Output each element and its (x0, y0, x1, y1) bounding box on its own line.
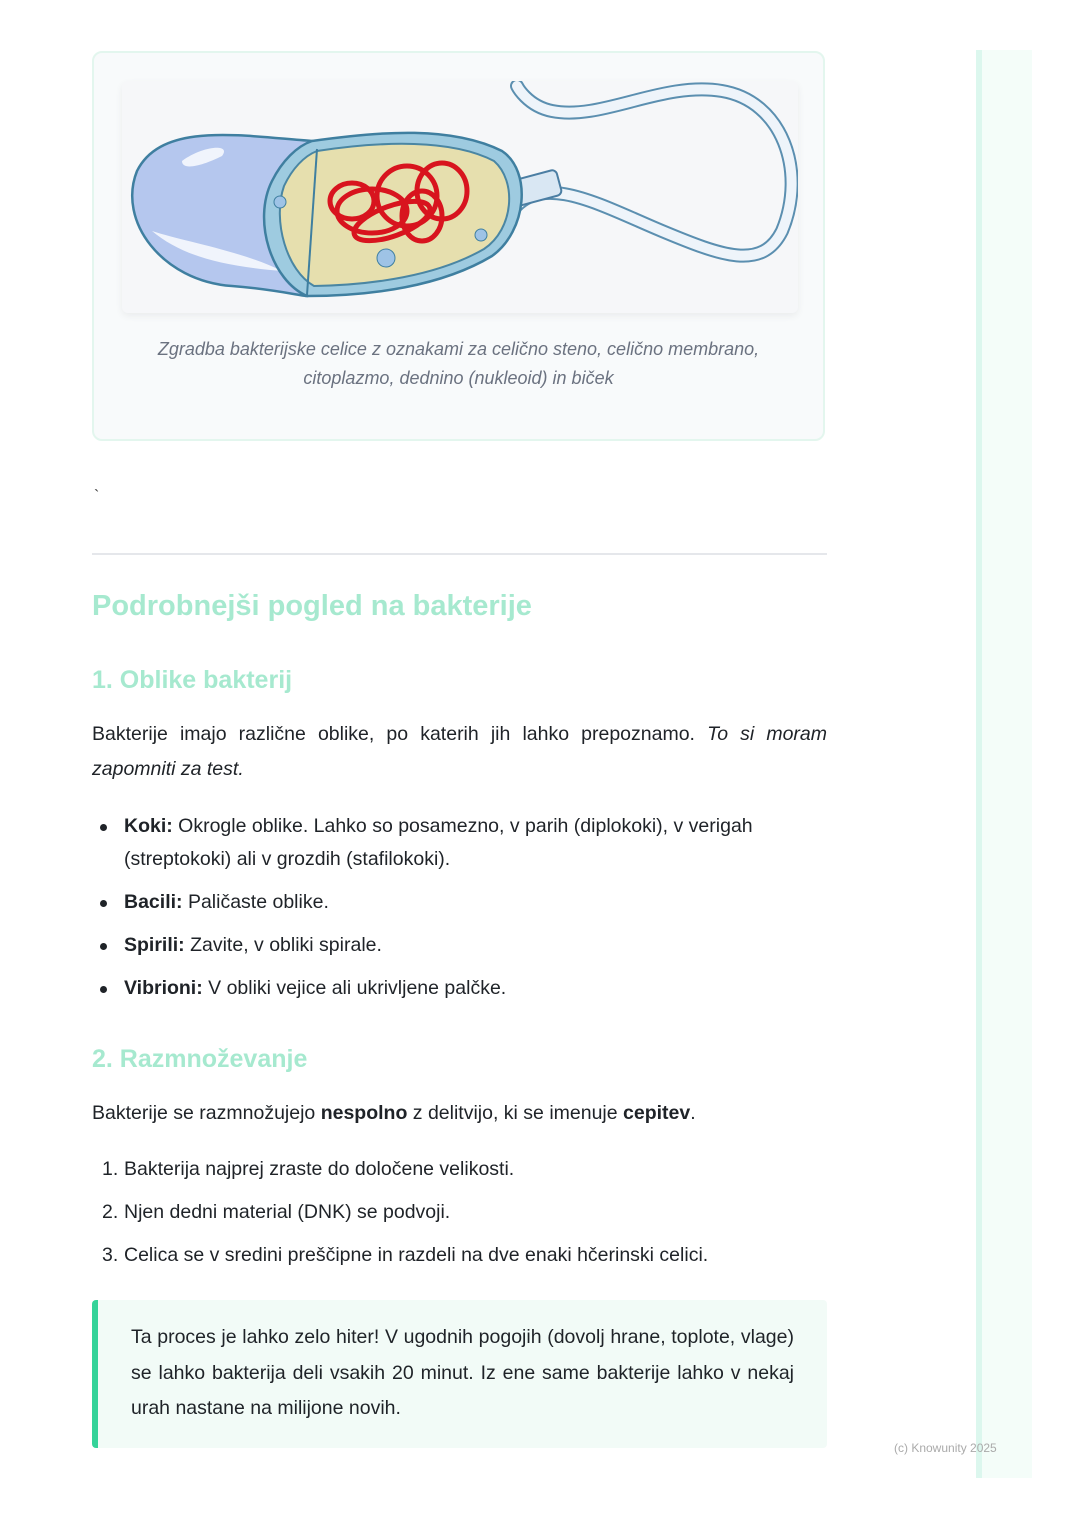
callout-note (92, 1300, 827, 1448)
list-item: Spirili: Zavite, v obliki spirale. (92, 929, 827, 962)
footer-copyright: (c) Knowunity 2025 (894, 1441, 997, 1455)
list-item: 2. Njen dedni material (DNK) se podvoji. (102, 1201, 451, 1223)
list-item: Vibrioni: V obliki vejice ali ukrivljene palčke. (92, 972, 827, 1005)
side-margin-bar (976, 50, 1032, 1478)
callout-text: Ta proces je lahko zelo hiter! V ugodnih pogojih (dovolj hrane, toplote, vlage) se lahko bakterija deli vsakih 20 minut. Iz ene same bakterije lahko v nekaj urah nastane na milijone novih. (131, 1326, 794, 1419)
figure-caption: Zgradba bakterijske celice z oznakami za celično steno, celično membrano, citoplazmo, dednino (nukleoid) in biček (157, 339, 760, 388)
reproduction-intro: Bakterije se razmnožujejo nespolno z delitvijo, ki se imenuje cepitev. (92, 1102, 696, 1124)
divider (92, 553, 827, 555)
list-item: Bacili: Paličaste oblike. (92, 886, 827, 919)
heading-reproduction: 2. Razmnoževanje (92, 1045, 308, 1073)
list-item: Koki: Okrogle oblike. Lahko so posamezno, v parih (diplokoki), v verigah (streptokoki) ali v grozdih (stafilokoki). (92, 810, 827, 876)
heading-shapes: 1. Oblike bakterij (92, 666, 293, 694)
shapes-intro: Bakterije imajo različne oblike, po katerih jih lahko prepoznamo. To si moram zapomniti za test. (92, 723, 827, 780)
list-item: 3. Celica se v sredini preščipne in razdeli na dve enaki hčerinski celici. (102, 1244, 709, 1266)
shapes-list (92, 810, 827, 1015)
stray-character: ` (94, 488, 100, 505)
list-item: 1. Bakterija najprej zraste do določene velikosti. (102, 1158, 515, 1180)
section-title: Podrobnejši pogled na bakterije (92, 590, 532, 622)
steps-list (92, 1153, 827, 1282)
bacterium-illustration (122, 81, 798, 313)
figure-card (92, 51, 825, 441)
